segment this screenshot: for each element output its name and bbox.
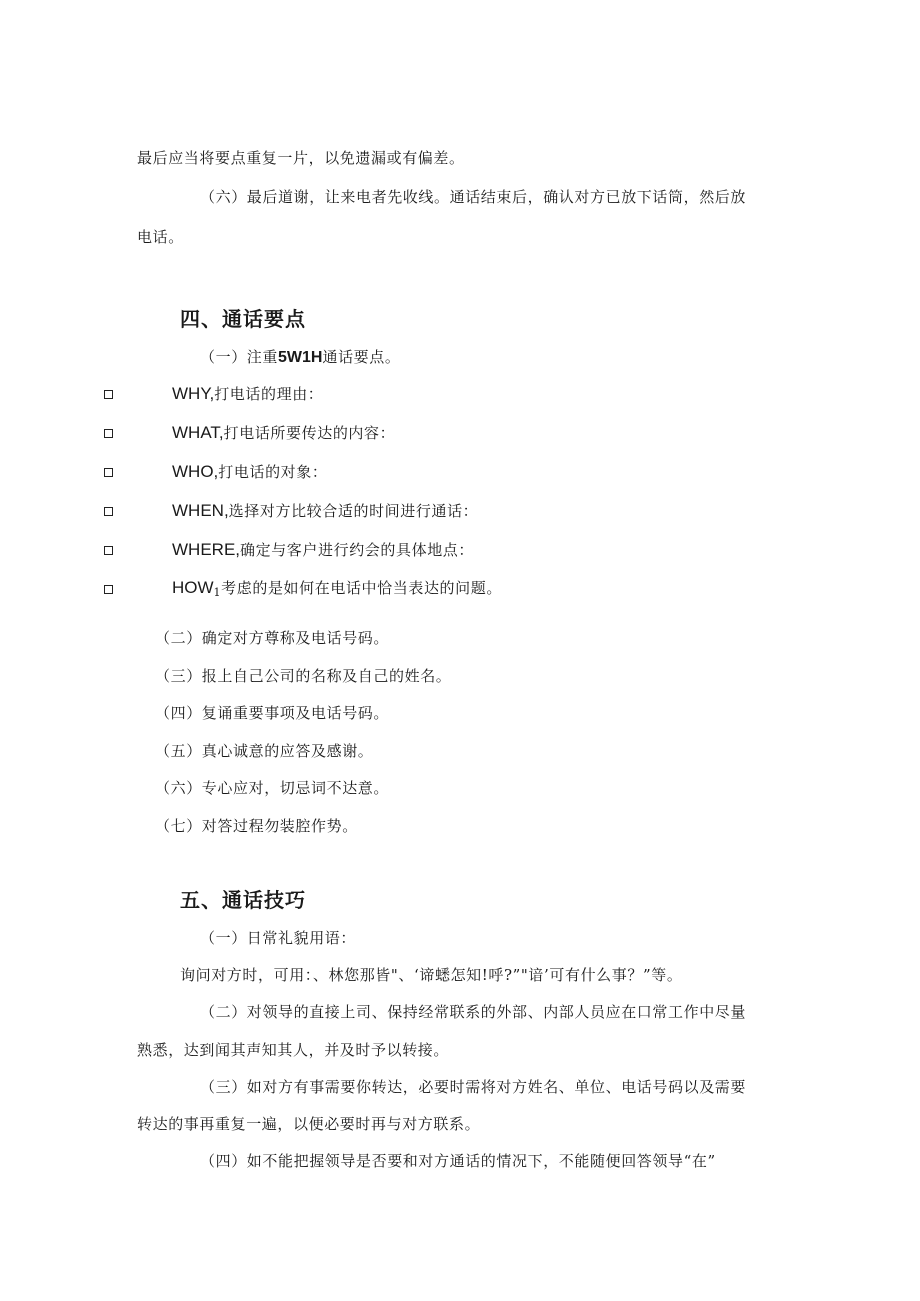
- bullet-text: 确定与客户进行约会的具体地点：: [240, 541, 475, 559]
- bullet-term: WHAT,: [172, 423, 224, 442]
- bullet-text: 选择对方比较合适的时间进行通话：: [228, 502, 479, 520]
- list-item: [172, 540, 474, 560]
- section-heading: 四、通话要点: [180, 307, 306, 331]
- list-item: （六）专心应对，切忌词不达意。: [155, 779, 390, 797]
- bullet-term: HOW: [172, 578, 214, 597]
- list-item: （七）对答过程勿装腔作势。: [155, 817, 358, 835]
- paragraph-line: （二）对领导的直接上司、保持经常联系的外部、内部人员应在口常工作中尽量: [200, 1003, 747, 1021]
- bullet-subscript: 1: [213, 586, 222, 599]
- bullet-term: WHO,: [172, 462, 219, 481]
- square-bullet-icon: [104, 546, 113, 555]
- paragraph-line: 最后应当将要点重复一片，以免遗漏或有偏差。: [137, 149, 465, 167]
- square-bullet-icon: [104, 507, 113, 516]
- list-item: [172, 384, 323, 404]
- bullet-text: 打电话的对象：: [218, 463, 328, 481]
- paragraph-line: （三）如对方有事需要你转达，必要时需将对方姓名、单位、电话号码以及需要: [200, 1078, 747, 1096]
- paragraph-line: （一）日常礼貌用语：: [200, 929, 357, 947]
- bullet-text: 考虑的是如何在电话中恰当表达的问题。: [221, 579, 502, 597]
- paragraph-line: （六）最后道谢，让来电者先收线。通话结束后，确认对方已放下话筒，然后放: [200, 188, 747, 206]
- square-bullet-icon: [104, 468, 113, 477]
- paragraph-line: 转达的事再重复一遍，以便必要时再与对方联系。: [137, 1115, 481, 1133]
- intro-suffix: 通话要点。: [322, 348, 401, 366]
- square-bullet-icon: [104, 390, 113, 399]
- paragraph-line: [200, 347, 400, 368]
- list-item: （二）确定对方尊称及电话号码。: [155, 629, 390, 647]
- square-bullet-icon: [104, 429, 113, 438]
- paragraph-line: 询问对方时，可用：、林您那皆"、‘谛蟋怎知!呼?”"谙’可有什么事？”等。: [180, 966, 683, 984]
- list-item: （三）报上自己公司的名称及自己的姓名。: [155, 667, 452, 685]
- paragraph-line: 熟悉，达到闻其声知其人，并及时予以转接。: [137, 1041, 450, 1059]
- list-item: [172, 462, 327, 482]
- intro-prefix: （一）注重: [200, 348, 279, 366]
- section-heading: 五、通话技巧: [180, 888, 306, 912]
- paragraph-line: 电话。: [137, 228, 184, 246]
- bullet-term: WHY,: [172, 384, 215, 403]
- list-item: [172, 578, 502, 603]
- list-item: （四）复诵重要事项及电话号码。: [155, 704, 390, 722]
- list-item: [172, 423, 395, 443]
- bullet-text: 打电话的理由：: [214, 385, 324, 403]
- list-item: （五）真心诚意的应答及感谢。: [155, 742, 374, 760]
- bullet-term: WHEN,: [172, 501, 229, 520]
- intro-keyword: 5W1H: [278, 349, 323, 366]
- bullet-text: 打电话所要传达的内容：: [223, 424, 396, 442]
- square-bullet-icon: [104, 585, 113, 594]
- bullet-term: WHERE,: [172, 540, 240, 559]
- paragraph-line: （四）如不能把握领导是否要和对方通话的情况下，不能随便回答领导“在”: [200, 1152, 716, 1170]
- list-item: [172, 501, 478, 521]
